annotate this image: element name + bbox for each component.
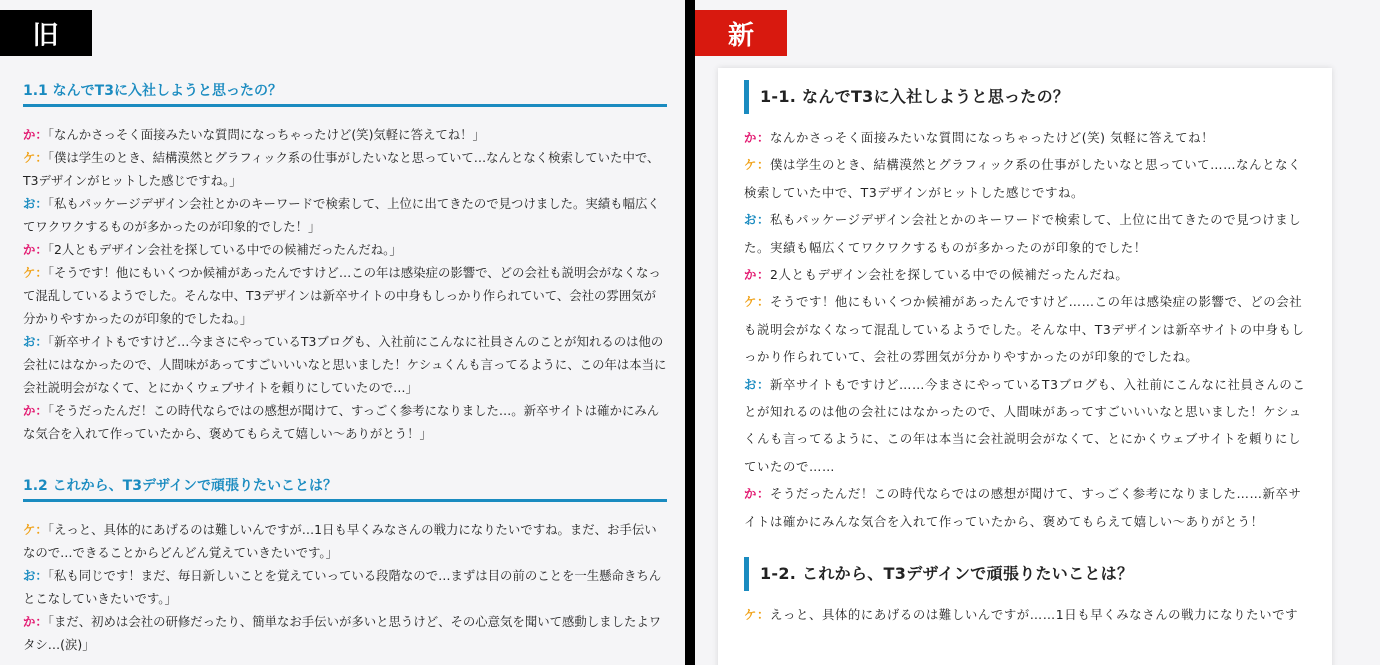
- dialog-line: [23, 564, 667, 610]
- speaker-mark: お：: [744, 212, 770, 228]
- dialog-text: 「なんかさっそく面接みたいな質問になっちゃったけど(笑)気軽に答えてね！」: [47, 127, 485, 142]
- speaker-mark: か：: [23, 614, 48, 629]
- new-version-panel: [695, 0, 1380, 665]
- dialog-line: [744, 261, 1312, 288]
- dialog-line: [23, 330, 667, 399]
- dialog-text: 僕は学生のとき、結構漠然とグラフィック系の仕事がしたいなと思っていて……なんとなく検索していた中で、T3デザインがヒットした感じですね。: [744, 157, 1302, 200]
- new-dialog: [744, 601, 1312, 628]
- speaker-mark: か：: [23, 127, 48, 142]
- new-dialog: [744, 124, 1312, 535]
- dialog-line: [23, 146, 667, 192]
- speaker-mark: か：: [744, 130, 770, 145]
- dialog-line: [23, 123, 667, 146]
- dialog-line: [23, 399, 667, 445]
- dialog-line: [744, 371, 1312, 481]
- speaker-mark: お：: [744, 376, 770, 392]
- speaker-mark: ケ：: [744, 157, 770, 173]
- dialog-text: そうです！他にもいくつか候補があったんですけど……この年は感染症の影響で、どの会社も説明会がなくなって混乱しているようでした。そんな中、T3デザインは新卒サイトの中身もしっかり作られていて、会社の雰囲気が分かりやすかったのが印象的でしたね。: [744, 294, 1305, 365]
- dialog-line: [744, 288, 1312, 370]
- dialog-text: なんかさっそく面接みたいな質問になっちゃったけど(笑) 気軽に答えてね！: [769, 130, 1215, 145]
- speaker-mark: ケ：: [23, 265, 48, 280]
- dialog-line: [23, 518, 667, 564]
- new-section-heading: 1-1. なんでT3に入社しようと思ったの？: [744, 80, 1312, 114]
- dialog-line: [23, 261, 667, 330]
- dialog-line: [23, 238, 667, 261]
- old-section-heading: 1.1 なんでT3に入社しようと思ったの？: [23, 80, 667, 107]
- new-article-card: [718, 68, 1332, 665]
- speaker-mark: か：: [744, 267, 770, 283]
- dialog-line: [744, 601, 1312, 628]
- new-label: 新: [695, 10, 787, 56]
- new-section-heading: 1-2. これから、T3デザインで頑張りたいことは？: [744, 557, 1312, 591]
- dialog-line: [744, 480, 1312, 535]
- old-dialog: [23, 123, 667, 445]
- speaker-mark: か：: [23, 242, 48, 257]
- dialog-text: 「僕は学生のとき、結構漠然とグラフィック系の仕事がしたいなと思っていて…なんとなく検索していた中で、T3デザインがヒットした感じですね。」: [23, 150, 660, 188]
- dialog-text: 「新卒サイトもですけど…今まさにやっているT3ブログも、入社前にこんなに社員さんのことが知れるのは他の会社にはなかったので、人間味があってすごいいいなと思いました！ケシュくんも言ってるように、この年は本当に会社説明会がなくて、とにかくウェブサイトを頼りにしていたので…」: [23, 334, 667, 395]
- dialog-text: そうだったんだ！この時代ならではの感想が聞けて、すっごく参考になりました……新卒サイトは確かにみんな気合を入れて作っていたから、褒めてもらえて嬉しい〜ありがとう！: [744, 486, 1302, 529]
- dialog-text: えっと、具体的にあげるのは難しいんですが……1日も早くみなさんの戦力になりたいです: [769, 607, 1299, 623]
- speaker-mark: ケ：: [23, 522, 48, 537]
- old-article: [23, 80, 667, 656]
- dialog-text: 「そうだったんだ！この時代ならではの感想が聞けて、すっごく参考になりました…。新卒サイトは確かにみんな気合を入れて作っていたから、褒めてもらえて嬉しい〜ありがとう！」: [23, 403, 660, 441]
- speaker-mark: お：: [23, 196, 48, 211]
- dialog-text: 「そうです！他にもいくつか候補があったんですけど…この年は感染症の影響で、どの会社も説明会がなくなって混乱しているようでした。そんな中、T3デザインは新卒サイトの中身もしっかり作られていて、会社の雰囲気が分かりやすかったのが印象的でしたね。」: [23, 265, 661, 326]
- speaker-mark: か：: [744, 486, 770, 502]
- old-dialog: [23, 518, 667, 656]
- dialog-text: 「私もパッケージデザイン会社とかのキーワードで検索して、上位に出てきたので見つけました。実績も幅広くてワクワクするものが多かったのが印象的でした！」: [23, 196, 660, 234]
- old-version-panel: [0, 0, 685, 665]
- speaker-mark: ケ：: [23, 150, 48, 165]
- dialog-text: 「まだ、初めは会社の研修だったり、簡単なお手伝いが多いと思うけど、その心意気を聞いて感動しましたよワタシ…(涙)」: [23, 614, 662, 652]
- speaker-mark: ケ：: [744, 607, 770, 623]
- dialog-text: 新卒サイトもですけど……今まさにやっているT3ブログも、入社前にこんなに社員さんのことが知れるのは他の会社にはなかったので、人間味があってすごいいいなと思いました！ケシュくんも言ってるように、この年は本当に会社説明会がなくて、とにかくウェブサイトを頼りにしていたので……: [744, 376, 1306, 474]
- dialog-line: [744, 151, 1312, 206]
- new-article: [744, 80, 1312, 629]
- dialog-line: [744, 124, 1312, 151]
- dialog-line: [744, 206, 1312, 261]
- speaker-mark: ケ：: [744, 294, 770, 310]
- speaker-mark: か：: [23, 403, 48, 418]
- dialog-text: 「2人ともデザイン会社を探している中での候補だったんだね。」: [47, 242, 402, 257]
- speaker-mark: お：: [23, 334, 48, 349]
- dialog-text: 私もパッケージデザイン会社とかのキーワードで検索して、上位に出てきたので見つけました。実績も幅広くてワクワクするものが多かったのが印象的でした！: [744, 212, 1302, 255]
- speaker-mark: お：: [23, 568, 48, 583]
- panel-divider: [685, 0, 695, 665]
- dialog-text: 2人ともデザイン会社を探している中での候補だったんだね。: [769, 267, 1129, 283]
- dialog-line: [23, 192, 667, 238]
- old-label: 旧: [0, 10, 92, 56]
- old-section-heading: 1.2 これから、T3デザインで頑張りたいことは？: [23, 475, 667, 502]
- dialog-text: 「私も同じです！まだ、毎日新しいことを覚えていっている段階なので…まずは目の前のことを一生懸命きちんとこなしていきたいです。」: [23, 568, 662, 606]
- dialog-text: 「えっと、具体的にあげるのは難しいんですが…1日も早くみなさんの戦力になりたいですね。まだ、お手伝いなので…できることからどんどん覚えていきたいです。」: [23, 522, 657, 560]
- dialog-line: [23, 610, 667, 656]
